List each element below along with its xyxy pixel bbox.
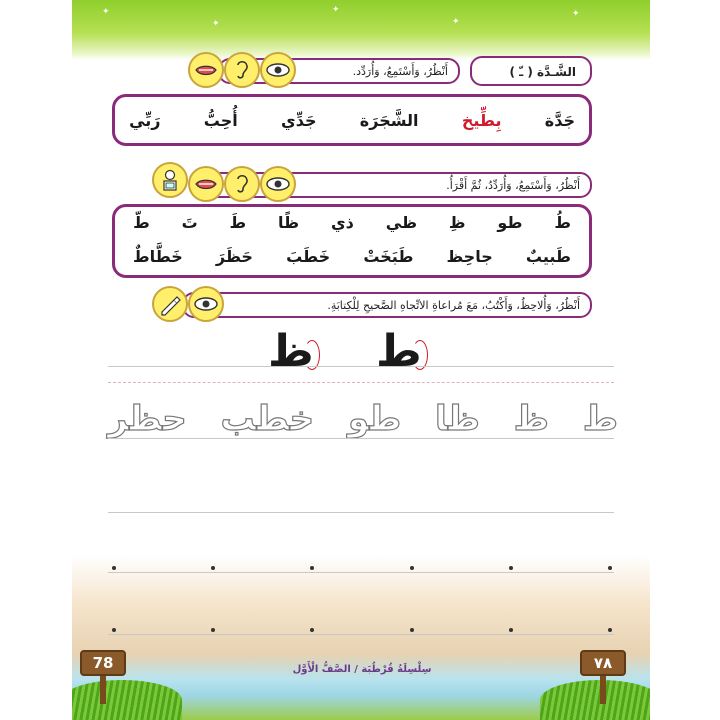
instruction-pill-3	[182, 292, 592, 318]
shadda-words-box	[112, 94, 592, 146]
letter-list	[133, 213, 571, 232]
start-dot	[310, 566, 314, 570]
dotted-trace-row	[108, 477, 618, 512]
shadda-word: الشَّجَرَة	[359, 111, 419, 130]
start-dot	[112, 628, 116, 632]
writing-guide-line	[108, 438, 614, 439]
trace-letter: ط	[582, 399, 618, 439]
word-item: خَطَّاطٌ	[133, 247, 183, 266]
reading-boy-icon	[152, 162, 188, 198]
writing-guide-line	[108, 382, 614, 383]
dotted-letter: ظا	[432, 477, 473, 512]
shadda-word: جَدَّة	[544, 111, 575, 130]
word-item: طَبَخَتْ	[363, 247, 414, 266]
mouth-icon	[188, 166, 224, 202]
trace-letter: حظر	[108, 399, 187, 439]
start-dot	[112, 566, 116, 570]
letter-item: طو	[497, 213, 523, 232]
instruction-1: أَنْظُرُ، وَأَسْتَمِعُ، وَأُرَدِّد.	[352, 65, 448, 78]
trace-letter: طو	[347, 399, 402, 439]
start-dot	[608, 628, 612, 632]
pen-hand-icon	[152, 286, 188, 322]
instruction-3: أَنْظُرُ، وَأُلاحِظُ، وَأَكْتُبُ، مَعَ مُراعاةِ الاتِّجاهِ الصَّحيحِ لِلْكِتابَةِ.	[327, 299, 580, 312]
start-dot	[211, 628, 215, 632]
eye-icon	[260, 166, 296, 202]
start-dot	[310, 628, 314, 632]
trace-letter: ظا	[435, 399, 480, 439]
series-footer: سِلْسِلَةُ قُرْطُبَة / الصَّفُّ الْأَوَّل	[292, 664, 432, 675]
workbook-page	[72, 0, 650, 720]
start-dot	[608, 566, 612, 570]
shadda-word: جَدِّي	[281, 111, 317, 130]
writing-dot-row	[112, 628, 612, 632]
mouth-icon	[188, 52, 224, 88]
page-number-sign-left: 78	[80, 650, 126, 676]
writing-guide-line	[108, 512, 614, 513]
eye-icon	[188, 286, 224, 322]
word-item: طَبيبٌ	[525, 247, 571, 266]
ear-icon	[224, 166, 260, 202]
sparkle: ✦	[332, 5, 340, 15]
shadda-word: بِطِّيخ	[461, 111, 502, 130]
sign-post	[100, 674, 106, 704]
sparkle: ✦	[102, 7, 110, 17]
dotted-letter: ظ	[513, 477, 546, 512]
eye-icon	[260, 52, 296, 88]
start-dot	[410, 628, 414, 632]
word-item: حَظَرَ	[215, 247, 253, 266]
shadda-word: رَبِّي	[129, 111, 161, 130]
letters-words-box	[112, 204, 592, 278]
sparkle: ✦	[212, 19, 220, 29]
letter-item: ظِ	[448, 213, 466, 232]
model-letter-ta: ط	[376, 326, 422, 377]
section-title-pill	[470, 56, 592, 86]
writing-dot-row	[112, 566, 612, 570]
word-list	[133, 247, 571, 266]
ear-icon	[224, 52, 260, 88]
writing-guide-line	[108, 634, 614, 635]
sign-post	[600, 674, 606, 704]
dotted-letter: حظر	[108, 477, 178, 512]
start-dot	[410, 566, 414, 570]
letter-item: ذي	[331, 213, 354, 232]
model-letter-za: ظ	[268, 326, 314, 377]
trace-row	[108, 399, 618, 439]
dotted-letter: ظ	[586, 477, 618, 512]
sparkle: ✦	[452, 17, 460, 27]
word-item: خَطَبَ	[286, 247, 331, 266]
start-dot	[509, 566, 513, 570]
letter-item: ظي	[385, 213, 418, 232]
shadda-word: أُحِبُّ	[203, 111, 238, 130]
letter-item: تَ	[181, 213, 198, 232]
page-number-sign-right: ٧٨	[580, 650, 626, 676]
section-title: الشَّـدَّة ( ـّ )	[509, 65, 576, 79]
instruction-2: أَنْظُرُ، وَأَسْتَمِعُ، وَأُرَدِّدُ، ثُمَّ أَقْرَأُ.	[446, 179, 580, 192]
writing-guide-line	[108, 572, 614, 573]
dotted-letter: خطب	[219, 477, 302, 512]
start-dot	[509, 628, 513, 632]
letter-item: ظًا	[278, 213, 300, 232]
trace-letter: خطب	[220, 399, 315, 439]
sparkle: ✦	[572, 9, 580, 19]
letter-item: طُ	[554, 213, 571, 232]
grass-decoration	[72, 680, 182, 720]
dotted-letter: ظو	[343, 477, 391, 512]
word-item: جاحِظ	[446, 247, 493, 266]
trace-letter: ظ	[513, 399, 549, 439]
letter-item: طَ	[229, 213, 247, 232]
grass-decoration	[540, 680, 650, 720]
start-dot	[211, 566, 215, 570]
shadda-word-list	[129, 111, 575, 130]
writing-guide-line	[108, 366, 614, 367]
top-green-background	[72, 0, 650, 60]
letter-item: طّ	[133, 213, 150, 232]
